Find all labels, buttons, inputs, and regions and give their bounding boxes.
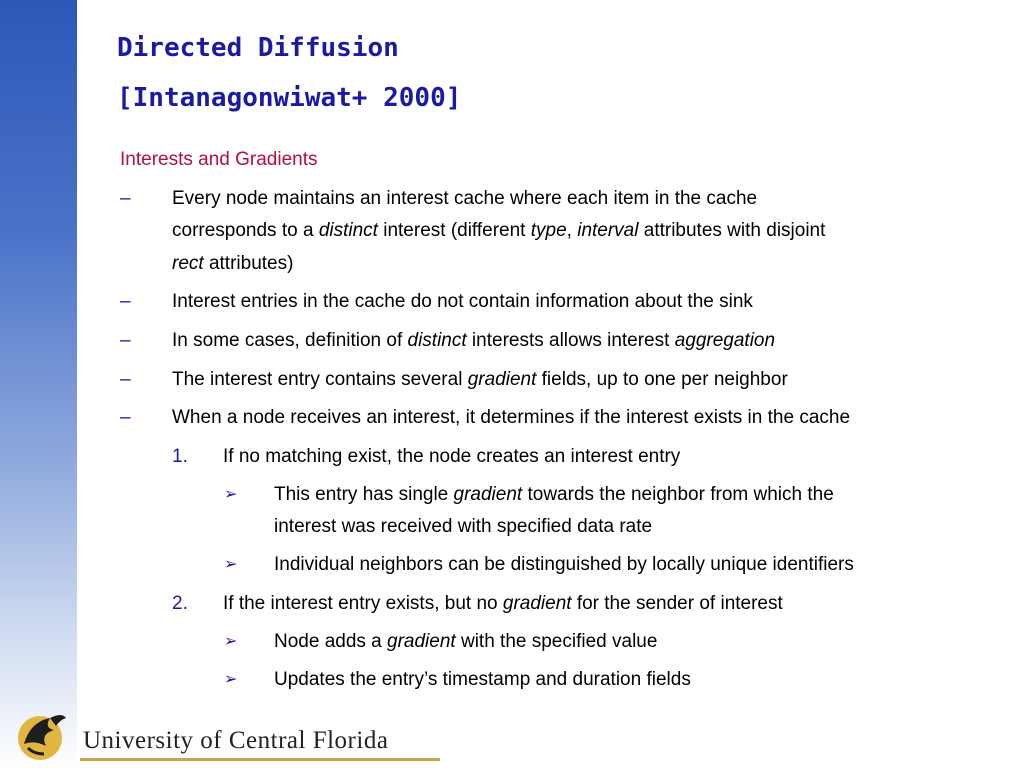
arrow-bullet-icon: ➢ xyxy=(224,556,238,573)
dash-bullet-icon: – xyxy=(120,188,131,209)
bullet-text: When a node receives an interest, it determines if the interest exists in the cache xyxy=(172,407,851,428)
footer-gold-rule xyxy=(80,758,440,761)
bullet-text: In some cases, definition of distinct interests allows interest aggregation xyxy=(172,330,776,351)
sub-bullet-text: Updates the entry’s timestamp and duration fields xyxy=(274,669,691,690)
numbered-text: If the interest entry exists, but no gradient for the sender of interest xyxy=(223,593,783,614)
dash-bullet-icon: – xyxy=(120,369,131,390)
slide-title: Directed Diffusion xyxy=(117,33,399,63)
arrow-bullet-icon: ➢ xyxy=(224,633,238,650)
bullet-text: The interest entry contains several gradient fields, up to one per neighbor xyxy=(172,369,788,390)
bullet-text: Interest entries in the cache do not contain information about the sink xyxy=(172,291,753,312)
dash-bullet-icon: – xyxy=(120,291,131,312)
item-number: 2. xyxy=(172,593,188,614)
sub-bullet-text: Individual neighbors can be distinguished by locally unique identifiers xyxy=(274,554,854,575)
sidebar-gradient xyxy=(0,0,77,768)
university-name: University of Central Florida xyxy=(83,727,389,754)
ucf-pegasus-logo-icon xyxy=(10,704,74,768)
sub-bullet-text: Node adds a gradient with the specified value xyxy=(274,631,658,652)
bullet-text: Every node maintains an interest cache where each item in the cache xyxy=(172,188,758,209)
dash-bullet-icon: – xyxy=(120,330,131,351)
arrow-bullet-icon: ➢ xyxy=(224,671,238,688)
sub-bullet-text: This entry has single gradient towards the neighbor from which the xyxy=(274,484,834,505)
footer xyxy=(0,700,460,768)
sub-bullet-text: interest was received with specified data rate xyxy=(274,516,653,537)
section-heading: Interests and Gradients xyxy=(120,149,318,170)
item-number: 1. xyxy=(172,446,188,467)
dash-bullet-icon: – xyxy=(120,407,131,428)
arrow-bullet-icon: ➢ xyxy=(224,486,238,503)
bullet-text: rect attributes) xyxy=(172,253,294,274)
bullet-text: corresponds to a distinct interest (different type, interval attributes with disjoint xyxy=(172,220,826,241)
numbered-text: If no matching exist, the node creates an interest entry xyxy=(223,446,681,467)
slide-subtitle: [Intanagonwiwat+ 2000] xyxy=(117,83,462,113)
